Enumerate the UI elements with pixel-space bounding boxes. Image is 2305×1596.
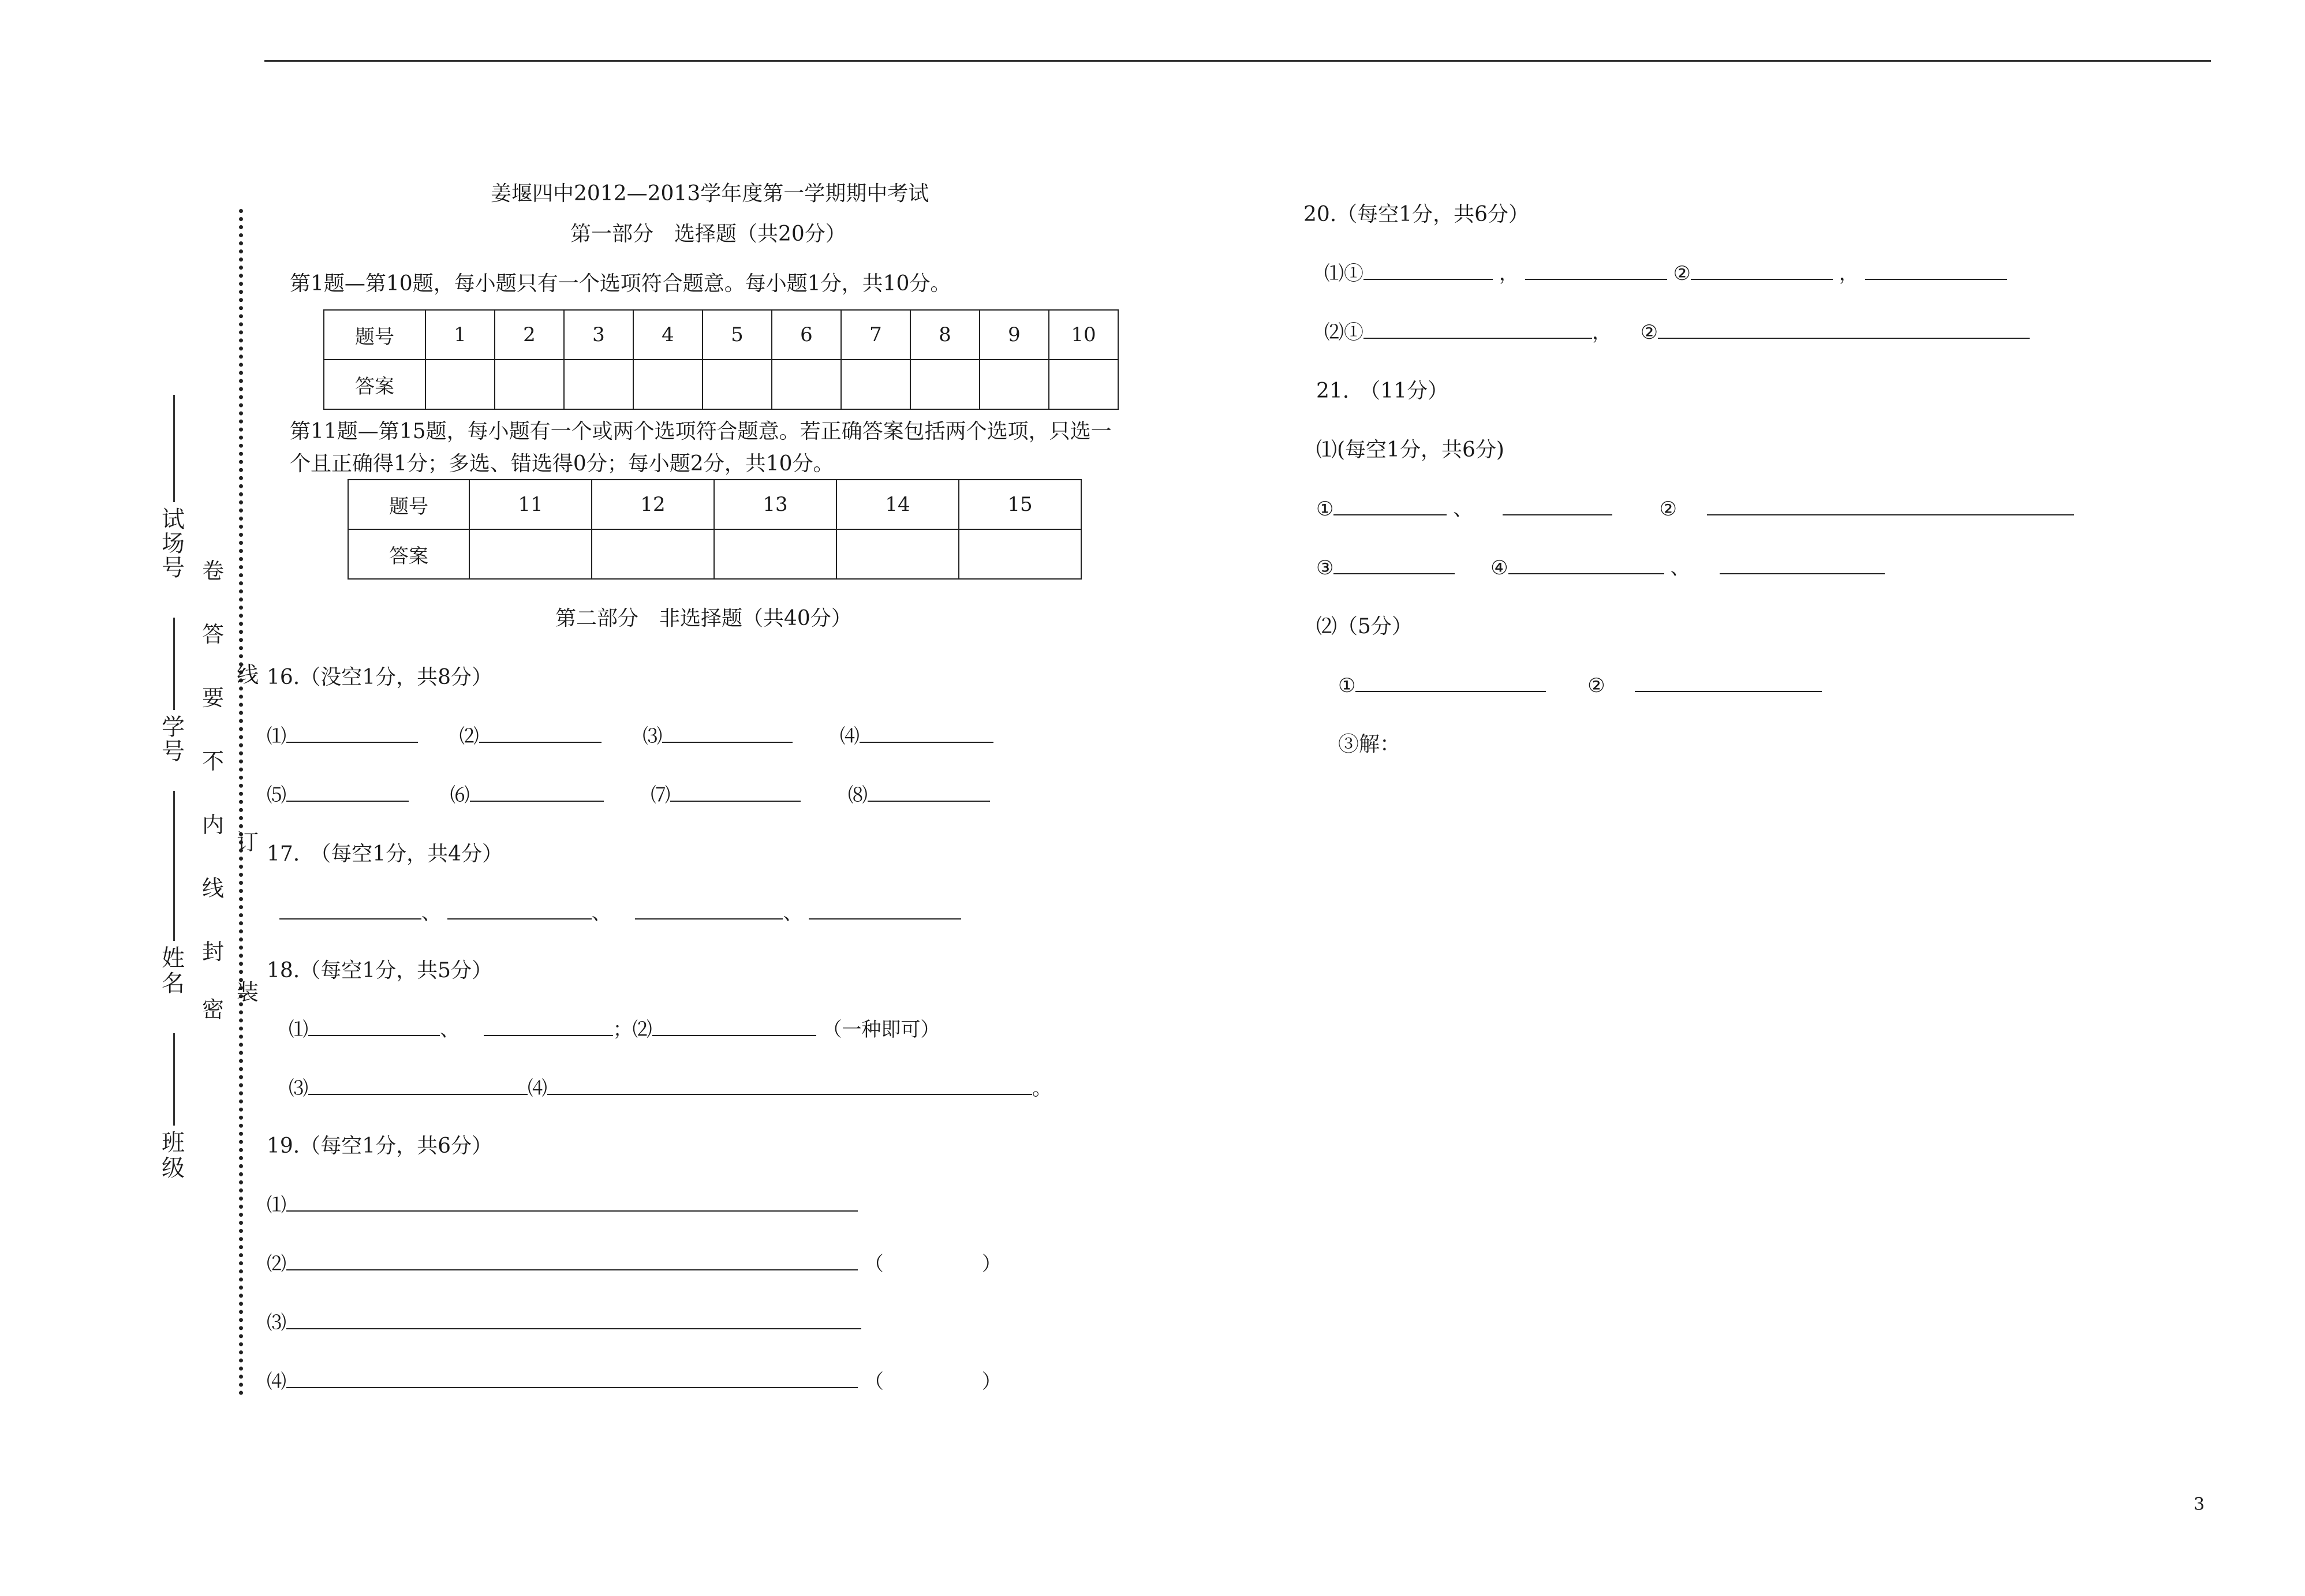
- q16-blank-8[interactable]: [868, 784, 990, 802]
- q21-blank-2[interactable]: [1503, 498, 1612, 515]
- q19-blank-2[interactable]: [286, 1253, 858, 1270]
- q21-blank-1[interactable]: [1333, 498, 1447, 515]
- q20-comma2: ，: [1592, 321, 1612, 344]
- q20-comma: ，: [1839, 262, 1859, 285]
- table1-num-9: 9: [980, 310, 1049, 360]
- q17-sep: 、: [421, 902, 441, 925]
- q21-circle-2: ②: [1659, 498, 1678, 521]
- field-room-char2: 场: [162, 530, 185, 557]
- table2-num-14: 14: [836, 480, 959, 529]
- table2-answer-cell[interactable]: [714, 529, 836, 579]
- table2-answer-label: 答案: [348, 529, 469, 579]
- q17-blank-3[interactable]: [635, 902, 783, 920]
- field-class-char2: 级: [162, 1155, 185, 1182]
- q19-label-2: ⑵: [267, 1253, 286, 1276]
- q19-row2: [267, 1253, 1002, 1276]
- q21-solve-label: ③解：: [1338, 732, 1401, 756]
- table2-num-12: 12: [592, 480, 714, 529]
- q17-blank-2[interactable]: [447, 902, 592, 920]
- q20-blank-2[interactable]: [1525, 263, 1667, 280]
- table1-num-7: 7: [841, 310, 910, 360]
- seal-char-xian: 线: [202, 876, 225, 901]
- field-class-char1: 班: [162, 1130, 185, 1156]
- q21-row1: [1316, 498, 2074, 521]
- q16-blank-5[interactable]: [286, 784, 409, 802]
- q18-end: 。: [1032, 1077, 1052, 1100]
- table2-answer-cell[interactable]: [592, 529, 714, 579]
- table1-num-6: 6: [772, 310, 841, 360]
- q21-row2: [1316, 556, 1885, 580]
- table1-answer-label: 答案: [324, 360, 425, 409]
- q16-label-1: ⑴: [267, 725, 286, 748]
- q20-blank-3[interactable]: [1691, 263, 1833, 280]
- table1-num-2: 2: [495, 310, 564, 360]
- q21-circle-1b: ①: [1338, 674, 1356, 697]
- q16-label-2: ⑵: [459, 725, 479, 748]
- table1-num-8: 8: [910, 310, 980, 360]
- field-class-line: [173, 1033, 175, 1126]
- q18-label-4: ⑷: [528, 1077, 547, 1100]
- q21-circle-2b: ②: [1587, 674, 1605, 697]
- part2-title: 第二部分 非选择题（共40分）: [555, 607, 852, 630]
- binding-char-zhuang: 装: [237, 980, 259, 1005]
- q19-row3: [267, 1311, 861, 1335]
- q18-blank-2[interactable]: [484, 1019, 613, 1036]
- q17-row: [279, 902, 961, 925]
- q18-blank-1[interactable]: [308, 1019, 440, 1036]
- q18-label-1: ⑴: [289, 1018, 308, 1041]
- field-room-line: [173, 395, 175, 502]
- q21-sep: 、: [1670, 556, 1690, 580]
- q18-label-3: ⑶: [289, 1077, 308, 1100]
- q21-blank-6[interactable]: [1720, 557, 1885, 574]
- q20-row2: [1324, 321, 2030, 344]
- table1-row-header: 题号: [324, 310, 425, 360]
- table1-answer-cell[interactable]: [495, 360, 564, 409]
- field-id-line: [173, 618, 175, 710]
- q19-row1: [267, 1194, 858, 1217]
- field-name-char1: 姓: [162, 945, 185, 971]
- q16-label-4: ⑷: [839, 725, 860, 748]
- q18-title: 18.（每空1分，共5分）: [267, 959, 493, 982]
- q19-paren-2: （ ）: [864, 1253, 1002, 1276]
- q21-part2-title: ⑵（5分）: [1316, 615, 1413, 638]
- q21-sep: 、: [1453, 498, 1473, 521]
- table1-answer-cell[interactable]: [425, 360, 495, 409]
- binding-char-xian: 线: [237, 662, 259, 687]
- table1-answer-cell[interactable]: [772, 360, 841, 409]
- q16-row2: [267, 784, 990, 807]
- q18-semicolon: ；: [612, 1018, 633, 1041]
- answer-table-2: [348, 479, 1082, 580]
- q16-title: 16.（没空1分，共8分）: [267, 666, 493, 689]
- q20-blank-4[interactable]: [1865, 263, 2007, 280]
- q19-title: 19.（每空1分，共6分）: [267, 1134, 493, 1158]
- q17-title: 17. （每空1分，共4分）: [267, 842, 503, 866]
- q18-note: （一种即可）: [822, 1018, 940, 1041]
- q16-label-6: ⑹: [450, 784, 470, 807]
- q21-blank-5[interactable]: [1508, 557, 1664, 574]
- q21-blank-4[interactable]: [1333, 557, 1455, 574]
- q20-circle-2: ②: [1673, 262, 1691, 285]
- q18-row2: [289, 1077, 1052, 1100]
- q20-label-1: ⑴①: [1324, 262, 1363, 285]
- q21-row3: [1338, 674, 1822, 697]
- q19-blank-4[interactable]: [286, 1371, 858, 1388]
- q16-blank-2[interactable]: [479, 726, 602, 743]
- table2-answer-cell[interactable]: [469, 529, 592, 579]
- q20-comma: ，: [1499, 262, 1519, 285]
- q21-circle-1: ①: [1316, 498, 1334, 521]
- q19-label-1: ⑴: [267, 1194, 286, 1217]
- q18-blank-5[interactable]: [547, 1078, 1032, 1095]
- q16-label-5: ⑸: [267, 784, 286, 807]
- q21-blank-8[interactable]: [1635, 675, 1822, 692]
- seal-char-da: 答: [202, 622, 225, 647]
- table1-answer-cell[interactable]: [980, 360, 1049, 409]
- table1-answer-cell[interactable]: [633, 360, 703, 409]
- table2-num-11: 11: [469, 480, 592, 529]
- q20-row1: [1324, 262, 2007, 285]
- part1-instruction-b-line1: 第11题—第15题，每小题有一个或两个选项符合题意。若正确答案包括两个选项，只选一: [290, 420, 1112, 443]
- table1-num-5: 5: [703, 310, 772, 360]
- q19-blank-1[interactable]: [286, 1194, 858, 1212]
- table1-num-3: 3: [564, 310, 633, 360]
- q18-blank-3[interactable]: [652, 1019, 816, 1036]
- table2-num-13: 13: [714, 480, 836, 529]
- q20-blank-6[interactable]: [1658, 322, 2030, 339]
- q17-blank-4[interactable]: [809, 902, 961, 920]
- q16-label-3: ⑶: [642, 725, 663, 748]
- seal-char-juan: 卷: [202, 558, 225, 584]
- q20-label-2: ⑵①: [1324, 321, 1363, 344]
- part1-instruction-b-line2: 个且正确得1分；多选、错选得0分；每小题2分，共10分。: [290, 452, 834, 476]
- binding-dotted-line: [239, 209, 243, 1396]
- q21-part1-title: ⑴(每空1分，共6分): [1316, 438, 1504, 462]
- answer-table-1: [323, 309, 1119, 410]
- table1-num-10: 10: [1049, 310, 1118, 360]
- table2-answer-cell[interactable]: [959, 529, 1081, 579]
- q16-blank-1[interactable]: [286, 726, 418, 743]
- q20-blank-1[interactable]: [1363, 263, 1493, 280]
- page-number: 3: [2194, 1494, 2205, 1515]
- table2-answer-cell[interactable]: [836, 529, 959, 579]
- table1-answer-cell[interactable]: [910, 360, 980, 409]
- q16-row1: [267, 725, 993, 748]
- field-room-char3: 号: [162, 555, 185, 581]
- q21-circle-3: ③: [1316, 556, 1334, 580]
- q21-blank-7[interactable]: [1355, 675, 1546, 692]
- exam-title: 姜堰四中2012—2013学年度第一学期期中考试: [491, 182, 929, 205]
- q20-blank-5[interactable]: [1363, 322, 1592, 339]
- q21-title: 21. （11分）: [1316, 379, 1449, 403]
- table1-answer-cell[interactable]: [703, 360, 772, 409]
- table1-num-4: 4: [633, 310, 703, 360]
- q20-title: 20.（每空1分，共6分）: [1303, 203, 1530, 226]
- field-id-char2: 号: [162, 738, 185, 765]
- q18-row1: [289, 1018, 940, 1041]
- q16-blank-7[interactable]: [670, 784, 801, 802]
- seal-char-yao: 要: [202, 685, 225, 711]
- seal-char-nei: 内: [202, 812, 225, 838]
- table1-answer-cell[interactable]: [841, 360, 910, 409]
- field-id-char1: 学: [162, 714, 185, 741]
- q16-label-7: ⑺: [651, 784, 671, 807]
- field-name-line: [173, 791, 175, 941]
- table1-answer-cell[interactable]: [1049, 360, 1118, 409]
- q18-label-2: ⑵: [632, 1018, 652, 1041]
- seal-char-bu: 不: [202, 749, 225, 774]
- seal-char-mi: 密: [202, 997, 225, 1022]
- q17-sep: 、: [591, 902, 611, 925]
- q18-sep: 、: [440, 1018, 459, 1041]
- q19-paren-4: （ ）: [864, 1370, 1002, 1393]
- header-rule: [264, 60, 2211, 62]
- q16-blank-4[interactable]: [860, 726, 993, 743]
- q21-blank-3[interactable]: [1707, 498, 2074, 515]
- q19-blank-3[interactable]: [286, 1312, 861, 1329]
- q21-circle-4: ④: [1490, 556, 1508, 580]
- q18-blank-4[interactable]: [308, 1078, 528, 1095]
- q19-label-4: ⑷: [267, 1370, 286, 1393]
- table1-num-1: 1: [425, 310, 495, 360]
- q16-label-8: ⑻: [847, 784, 868, 807]
- field-name-char2: 名: [162, 970, 185, 997]
- part1-instruction-a: 第1题—第10题，每小题只有一个选项符合题意。每小题1分，共10分。: [290, 272, 951, 296]
- seal-char-feng: 封: [202, 939, 225, 965]
- part1-title: 第一部分 选择题（共20分）: [570, 222, 846, 246]
- field-room-char1: 试: [162, 506, 185, 533]
- q19-row4: [267, 1370, 1002, 1393]
- q16-blank-6[interactable]: [470, 784, 604, 802]
- q17-sep: 、: [783, 902, 803, 925]
- q17-blank-1[interactable]: [279, 902, 421, 920]
- q20-circle-2b: ②: [1640, 321, 1658, 344]
- table1-answer-cell[interactable]: [564, 360, 633, 409]
- binding-char-ding: 订: [237, 829, 259, 855]
- q19-label-3: ⑶: [267, 1311, 286, 1335]
- table2-num-15: 15: [959, 480, 1081, 529]
- q16-blank-3[interactable]: [662, 726, 793, 743]
- table2-row-header: 题号: [348, 480, 469, 529]
